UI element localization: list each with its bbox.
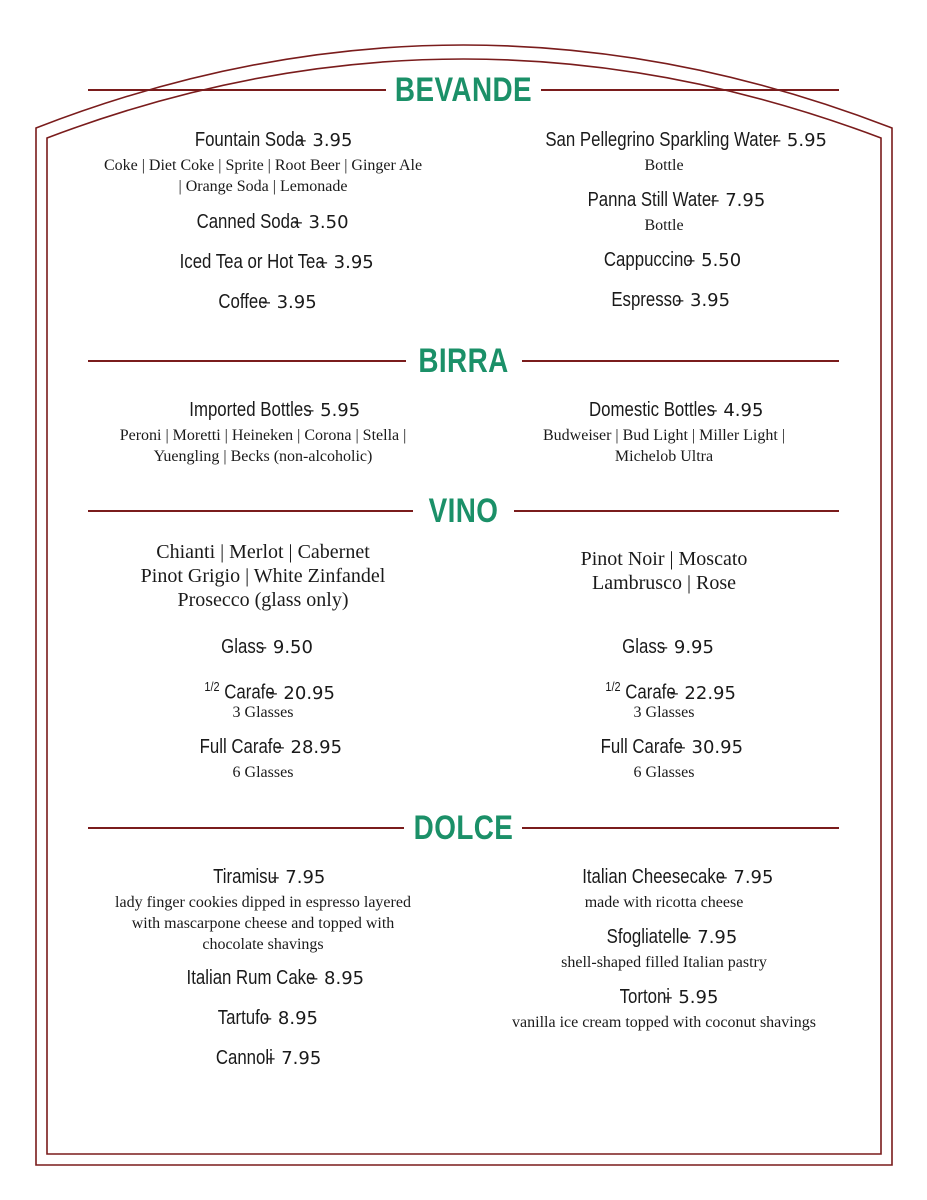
item-name: Tortoni: [619, 986, 670, 1008]
birra-left-column: [63, 395, 463, 467]
item-name: Full Carafe: [600, 736, 683, 758]
section-title-dolce: DOLCE: [413, 809, 514, 847]
item-description: Coke | Diet Coke | Sprite | Root Beer | Ginger Ale | Orange Soda | Lemonade: [103, 157, 423, 195]
menu-item-full-carafe: [464, 732, 864, 783]
item-description: 3 Glasses: [633, 704, 695, 721]
wine-list: [464, 547, 864, 595]
item-name: Fountain Soda: [194, 129, 304, 151]
item-name: Tartufo: [217, 1007, 270, 1029]
item-description: 6 Glasses: [633, 764, 695, 781]
item-name: Carafe: [224, 681, 275, 704]
vino-left-column: [63, 540, 463, 783]
item-price: – 5.95: [305, 400, 361, 421]
bevande-right-column: [464, 125, 864, 315]
item-name: Canned Soda: [196, 211, 300, 233]
menu-item-imported-bottles: [63, 395, 463, 467]
item-name: Espresso: [611, 289, 682, 311]
menu-item-italian-cheesecake: [464, 862, 864, 913]
item-description: Budweiser | Bud Light | Miller Light | Michelob Ultra: [542, 427, 786, 465]
wine-list: [63, 540, 463, 612]
item-price: – 7.95: [682, 927, 738, 948]
item-description: lady finger cookies dipped in espresso layered with mascarpone cheese and topped with chocolate shavings: [115, 894, 411, 953]
item-name: Glass: [622, 636, 666, 658]
item-price: – 7.95: [266, 1048, 322, 1069]
menu-item-san-pellegrino: [464, 125, 864, 176]
item-price: – 5.95: [663, 987, 719, 1008]
section-header-birra: [0, 336, 927, 386]
item-price: – 8.95: [309, 968, 365, 989]
item-price: – 4.95: [708, 400, 764, 421]
item-price: – 7.95: [270, 867, 326, 888]
item-price: – 5.95: [772, 130, 827, 151]
item-name: Carafe: [625, 681, 676, 704]
item-description: 6 Glasses: [232, 764, 294, 781]
item-price: – 8.95: [263, 1008, 318, 1029]
item-price: – 30.95: [676, 737, 744, 758]
item-price: – 9.95: [659, 637, 714, 658]
item-price: – 22.95: [669, 682, 736, 704]
menu-item-sfogliatelle: [464, 922, 864, 973]
item-name: Domestic Bottles: [588, 399, 715, 421]
menu-item-cannoli: [63, 1043, 463, 1073]
item-name: Glass: [221, 636, 265, 658]
menu-item-glass: [464, 632, 864, 662]
menu-item-canned-soda: [63, 207, 463, 237]
menu-item-full-carafe: [63, 732, 463, 783]
menu-item-tiramisu: [63, 862, 463, 955]
wine-list-line: Chianti | Merlot | Cabernet: [156, 541, 370, 563]
item-name: Iced Tea or Hot Tea: [179, 251, 325, 273]
menu-item-iced-tea: [63, 247, 463, 277]
item-price: – 3.95: [261, 292, 317, 313]
item-price: – 3.95: [318, 252, 374, 273]
menu-item-domestic-bottles: [464, 395, 864, 467]
item-description: Bottle: [644, 157, 684, 174]
item-description: shell-shaped filled Italian pastry: [561, 954, 767, 971]
item-name: Panna Still Water: [587, 189, 717, 211]
menu-item-cappuccino: [464, 245, 864, 275]
menu-item-tartufo: [63, 1003, 463, 1033]
menu-item-half-carafe: [464, 672, 864, 723]
item-name: Sfogliatelle: [606, 926, 689, 948]
item-price: – 3.95: [675, 290, 731, 311]
birra-right-column: [464, 395, 864, 467]
item-name: San Pellegrino Sparkling Water: [545, 129, 779, 151]
item-price: – 20.95: [268, 682, 335, 704]
dolce-left-column: [63, 862, 463, 1073]
item-name: Coffee: [218, 291, 268, 313]
item-description: made with ricotta cheese: [584, 894, 744, 911]
menu-item-espresso: [464, 285, 864, 315]
item-name: Full Carafe: [199, 736, 282, 758]
item-price: – 7.95: [718, 867, 774, 888]
item-description: Bottle: [644, 217, 684, 234]
item-price: – 9.50: [258, 637, 313, 658]
section-title-birra: BIRRA: [418, 342, 509, 380]
item-description: 3 Glasses: [232, 704, 294, 721]
menu-item-glass: [63, 632, 463, 662]
wine-list-line: Pinot Noir | Moscato: [580, 548, 748, 570]
vino-right-column: [464, 547, 864, 783]
fraction-label: 1/2: [605, 679, 621, 694]
item-name: Cannoli: [215, 1047, 273, 1069]
item-price: – 7.95: [710, 190, 766, 211]
item-price: – 28.95: [275, 737, 343, 758]
item-name: Imported Bottles: [189, 399, 312, 421]
menu-item-fountain-soda: [63, 125, 463, 197]
item-price: – 3.50: [293, 212, 349, 233]
item-description: Peroni | Moretti | Heineken | Corona | Stella | Yuengling | Becks (non-alcoholic): [119, 427, 407, 465]
menu-item-tortoni: [464, 982, 864, 1033]
item-price: – 3.95: [297, 130, 353, 151]
section-title-vino: VINO: [428, 492, 499, 530]
wine-list-line: Pinot Grigio | White Zinfandel: [140, 565, 386, 587]
section-title-bevande: BEVANDE: [394, 71, 533, 109]
menu-item-coffee: [63, 287, 463, 317]
dolce-right-column: [464, 862, 864, 1033]
menu-item-panna-water: [464, 185, 864, 236]
item-name: Tiramisu: [212, 866, 277, 888]
menu-item-half-carafe: [63, 672, 463, 723]
item-name: Italian Cheesecake: [581, 866, 725, 888]
section-header-vino: [0, 486, 927, 536]
item-name: Cappuccino: [603, 249, 693, 271]
wine-list-line: Lambrusco | Rose: [592, 572, 736, 594]
fraction-label: 1/2: [204, 679, 220, 694]
section-header-bevande: [0, 65, 927, 115]
item-description: vanilla ice cream topped with coconut shavings: [512, 1014, 816, 1031]
item-name: Italian Rum Cake: [186, 967, 316, 989]
item-price: – 5.50: [686, 250, 742, 271]
section-header-dolce: [0, 803, 927, 853]
menu-item-italian-rum-cake: [63, 963, 463, 993]
wine-list-line: Prosecco (glass only): [177, 589, 349, 611]
bevande-left-column: [63, 125, 463, 317]
